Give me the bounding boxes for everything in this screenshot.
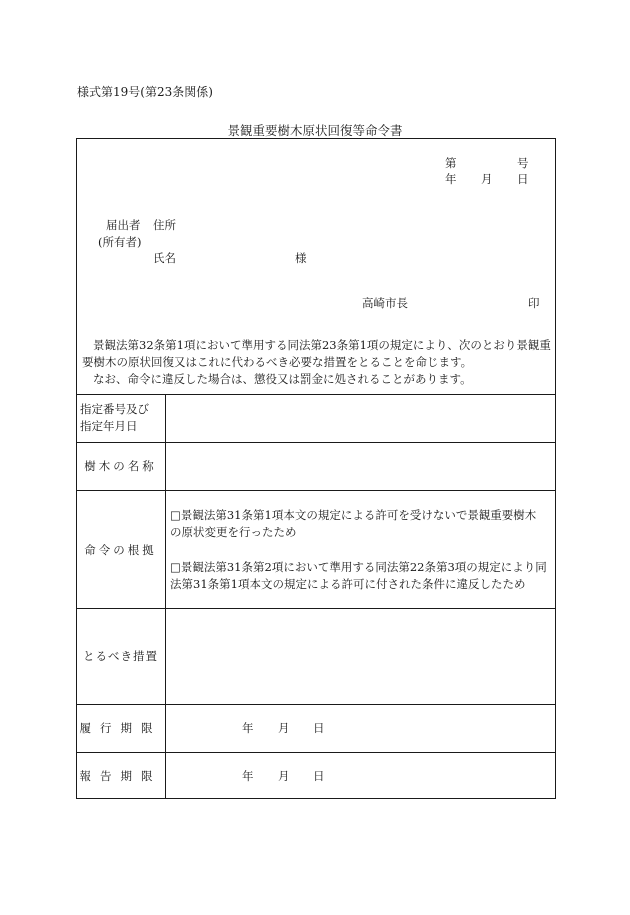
designation-label-2: 指定年月日 — [80, 419, 138, 433]
deadline-day: 日 — [313, 721, 325, 735]
basis-label: 命令の根拠 — [84, 543, 157, 557]
document-title: 景観重要樹木原状回復等命令書 — [227, 123, 403, 138]
date-month-label: 月 — [481, 172, 493, 186]
basis-option-2-line-1: □景観法第31条第2項において準用する同法第22条第3項の規定により同 — [170, 560, 547, 574]
deadline-year: 年 — [242, 721, 254, 735]
name-label: 氏名 — [153, 251, 176, 265]
body-line-3: なお、命令に違反した場合は、懲役又は罰金に処されることがあります。 — [93, 372, 472, 386]
divider-1 — [76, 394, 556, 395]
address-label: 住所 — [153, 218, 176, 232]
measures-label: とるべき措置 — [83, 649, 158, 663]
owner-label: (所有者) — [98, 235, 142, 249]
report-year: 年 — [242, 769, 254, 783]
basis-option-1-line-2: の原状変更を行ったため — [170, 525, 297, 539]
number-prefix: 第 — [445, 156, 457, 170]
deadline-label: 履行期限 — [79, 721, 162, 735]
honorific: 様 — [295, 251, 307, 265]
body-line-1: 景観法第32条第1項において準用する同法第23条第1項の規定により、次のとおり景観重 — [93, 338, 551, 352]
report-label: 報告期限 — [79, 769, 162, 783]
deadline-month: 月 — [278, 721, 290, 735]
report-month: 月 — [278, 769, 290, 783]
seal-mark: 印 — [528, 296, 540, 310]
date-day-label: 日 — [517, 172, 529, 186]
issuer-title: 高崎市長 — [362, 296, 408, 310]
designation-label-1: 指定番号及び — [80, 402, 149, 416]
divider-2 — [76, 442, 556, 443]
body-line-2: 要樹木の原状回復又はこれに代わるべき必要な措置をとることを命じます。 — [82, 355, 473, 369]
divider-5 — [76, 704, 556, 705]
report-day: 日 — [313, 769, 325, 783]
form-number: 様式第19号(第23条関係) — [77, 85, 213, 99]
divider-6 — [76, 752, 556, 753]
date-year-label: 年 — [445, 172, 457, 186]
basis-option-1-line-1: □景観法第31条第1項本文の規定による許可を受けないで景観重要樹木 — [170, 508, 537, 522]
basis-option-2-line-2: 法第31条第1項本文の規定による許可に付された条件に違反したため — [170, 577, 526, 591]
divider-4 — [76, 608, 556, 609]
notifier-label: 届出者 — [106, 218, 141, 232]
tree-name-label: 樹木の名称 — [84, 459, 157, 473]
number-suffix: 号 — [517, 156, 529, 170]
column-divider — [165, 394, 166, 799]
divider-3 — [76, 490, 556, 491]
